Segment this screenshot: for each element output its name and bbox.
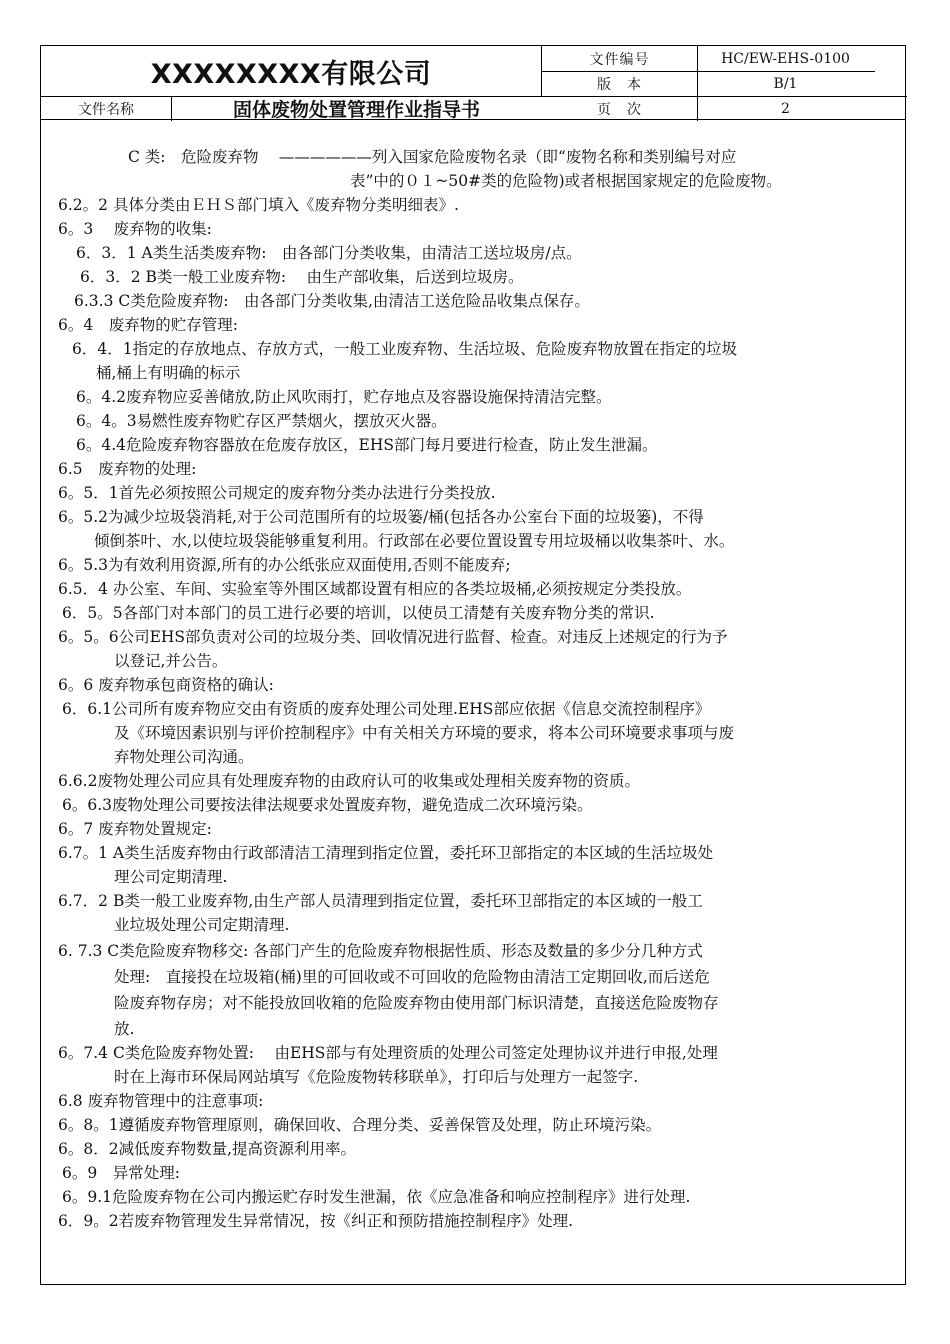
meta-value: B/1 [773,75,798,92]
body-line: 6。5。6公司EHS部负责对公司的垃圾分类、回收情况进行监督、检查。对违反上述规定的行为予 [58,628,728,646]
company-name: XXXXXXXX有限公司 [41,46,542,96]
body-line: 6.7。1 A类生活废弃物由行政部清洁工清理到指定位置，委托环卫部指定的本区域的生活垃圾处 [58,844,714,862]
body-line: 表”中的０１~50#类的危险物)或者根据国家规定的危险废物。 [350,172,782,190]
meta-row-version [542,71,907,96]
body-line: 6.5 废弃物的处理: [58,460,197,478]
body-line: 时在上海市环保局网站填写《危险废物转移联单》，打印后与处理方一起签字. [114,1068,639,1086]
body-line: 6。6.3废物处理公司要按法律法规要求处置废弃物，避免造成二次环境污染。 [62,796,593,814]
body-line: 6.7．2 B类一般工业废弃物,由生产部人员清理到指定位置，委托环卫部指定的本区域的一般工 [58,892,703,910]
body-line: 放. [114,1020,135,1038]
meta-row-file-number [542,46,907,71]
body-line: 6。4。3易燃性废弃物贮存区严禁烟火，摆放灭火器。 [76,412,447,430]
body-line: 6。5．1首先必须按照公司规定的废弃物分类办法进行分类投放. [58,484,496,502]
body-line: C 类: 危险废弃物 ——————列入国家危险废物名录（即“废物名称和类别编号对应 [128,148,737,166]
body-line: 6。9 异常处理: [62,1164,180,1182]
body-line: 6.8 废弃物管理中的注意事项: [58,1092,264,1110]
meta-label: 版 本 [542,71,698,96]
body-line: 6。9.1危险废弃物在公司内搬运贮存时发生泄漏，依《应急准备和响应控制程序》进行处理. [62,1188,691,1206]
body-line: 6。4.2废弃物应妥善储放,防止风吹雨打，贮存地点及容器设施保持清洁完整。 [76,388,612,406]
body-line: 6.2。2 具体分类由ＥＨＳ部门填入《废弃物分类明细表》. [58,196,459,214]
body-line: 业垃圾处理公司定期清理. [114,916,290,934]
meta-value: 2 [781,100,790,117]
body-line: 6.3.3 C类危险废弃物: 由各部门分类收集,由清洁工送危险品收集点保存。 [74,292,590,310]
meta-label: 文件编号 [542,46,698,71]
body-line: 6．4．1指定的存放地点、存放方式，一般工业废弃物、生活垃圾、危险废弃物放置在指定的垃圾 [72,340,738,358]
body-line: 弃物处理公司沟通。 [114,748,254,766]
body-line: 6。6 废弃物承包商资格的确认: [58,676,274,694]
body-line: 6。8．2减低废弃物数量,提高资源利用率。 [58,1140,357,1158]
document-header-table [40,45,906,120]
body-line: 6。5.2为减少垃圾袋消耗,对于公司范围所有的垃圾篓/桶(包括各办公室台下面的垃圾篓)，不得 [58,508,704,526]
meta-value: HC/EW-EHS-0100 [721,50,850,67]
body-line: 6.5．4 办公室、车间、实验室等外围区域都设置有相应的各类垃圾桶,必须按规定分类投放。 [58,580,692,598]
body-line: 6。8。1遵循废弃物管理原则，确保回收、合理分类、妥善保管及处理，防止环境污染。 [58,1116,662,1134]
body-line: 险废弃物存房；对不能投放回收箱的危险废弃物由使用部门标识清楚，直接送危险废物存 [114,994,719,1012]
body-line: 6。7.4 C类危险废弃物处置: 由EHS部与有处理资质的处理公司签定处理协议并进行申报,处理 [58,1044,718,1062]
meta-label: 页 次 [542,96,698,121]
body-line: 6。3 废弃物的收集: [58,220,212,238]
body-line: 6．3．1 A类生活类废弃物: 由各部门分类收集，由清洁工送垃圾房/点。 [76,244,582,262]
body-line: 6。7 废弃物处置规定: [58,820,212,838]
body-line: 6．6.1公司所有废弃物应交由有资质的废弃处理公司处理.EHS部应依据《信息交流控制程序》 [62,700,711,718]
body-line: 6。4.4危险废弃物容器放在危废存放区，EHS部门每月要进行检查，防止发生泄漏。 [76,436,658,454]
body-line: 以登记,并公告。 [114,652,228,670]
body-line: 处理: 直接投在垃圾箱(桶)里的可回收或不可回收的危险物由清洁工定期回收,而后送危 [114,968,710,986]
body-line: 桶,桶上有明确的标示 [96,364,241,382]
file-name-label: 文件名称 [41,96,172,121]
body-line: 6．5。5各部门对本部门的员工进行必要的培训，以使员工清楚有关废弃物分类的常识. [62,604,655,622]
body-line: 6．9。2若废弃物管理发生异常情况，按《纠正和预防措施控制程序》处理. [58,1212,574,1230]
body-line: 及《环境因素识别与评价控制程序》中有关相关方环境的要求，将本公司环境要求事项与废 [114,724,735,742]
body-line: 倾倒茶叶、水,以使垃圾袋能够重复利用。行政部在必要位置设置专用垃圾桶以收集茶叶、水。 [94,532,735,550]
body-line: 6. 7.3 C类危险废弃物移交: 各部门产生的危险废弃物根据性质、形态及数量的多少分几种方式 [58,942,703,960]
body-line: 理公司定期清理. [114,868,228,886]
body-line: 6．3．2 B类一般工业废弃物: 由生产部收集，后送到垃圾房。 [80,268,524,286]
document-title: 固体废物处置管理作业指导书 [232,99,480,121]
meta-row-page [542,96,907,121]
body-line: 6。4 废弃物的贮存管理: [58,316,238,334]
document-meta [542,46,907,121]
body-line: 6。5.3为有效利用资源,所有的办公纸张应双面使用,否则不能废弃; [58,556,511,574]
body-line: 6.6.2废物处理公司应具有处理废弃物的由政府认可的收集或处理相关废弃物的资质。 [58,772,640,790]
